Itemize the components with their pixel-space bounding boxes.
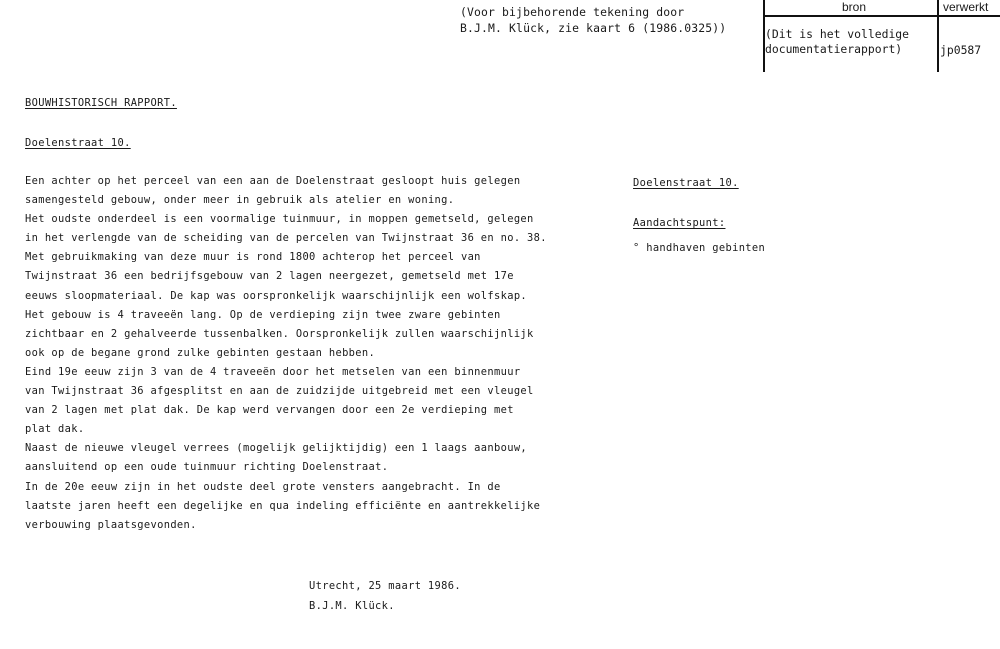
header-note-line-1: (Voor bijbehorende tekening door: [460, 5, 685, 19]
stamp-header-verwerkt: verwerkt: [943, 0, 989, 14]
body-line: ook op de begane grond zulke gebinten gestaan hebben.: [25, 346, 376, 359]
signature-block: [309, 577, 461, 616]
attention-label: Aandachtspunt:: [633, 217, 726, 229]
sidebar-address: Doelenstraat 10.: [633, 177, 739, 189]
body-line: verbouwing plaatsgevonden.: [25, 518, 197, 531]
stamp-verwerkt-value: jp0587: [940, 43, 982, 57]
body-line: Naast de nieuwe vleugel verrees (mogelijk gelijktijdig) een 1 laags aanbouw,: [25, 442, 528, 455]
header-note: [460, 4, 726, 36]
stamp-bron-line-2: documentatierapport): [765, 42, 903, 56]
attention-item: ° handhaven gebinten: [633, 242, 766, 254]
body-line: samengesteld gebouw, onder meer in gebruik als atelier en woning.: [25, 194, 455, 207]
body-line: eeuws sloopmateriaal. De kap was oorspronkelijk waarschijnlijk een wolfskap.: [25, 289, 528, 302]
body-line: Het gebouw is 4 traveeën lang. Op de verdieping zijn twee zware gebinten: [25, 308, 501, 321]
body-line: in het verlengde van de scheiding van de percelen van Twijnstraat 36 en no. 38.: [25, 232, 547, 245]
body-line: zichtbaar en 2 gehalveerde tussenbalken. Oorspronkelijk zullen waarschijnlijk: [25, 327, 534, 340]
body-line: van 2 lagen met plat dak. De kap werd vervangen door een 2e verdieping met: [25, 404, 514, 417]
attention-list: [633, 241, 765, 256]
stamp-column-divider: [937, 0, 939, 72]
archive-stamp-table: [763, 0, 1000, 72]
stamp-header-bron: bron: [842, 0, 867, 14]
body-line: In de 20e eeuw zijn in het oudste deel grote vensters aangebracht. In de: [25, 480, 501, 493]
body-line: Eind 19e eeuw zijn 3 van de 4 traveeën door het metselen van een binnenmuur: [25, 365, 521, 378]
signature-place-date: Utrecht, 25 maart 1986.: [309, 580, 461, 592]
stamp-bron-line-1: (Dit is het volledige: [765, 27, 910, 41]
report-title: BOUWHISTORISCH RAPPORT.: [25, 97, 177, 109]
address-heading: Doelenstraat 10.: [25, 137, 131, 149]
stamp-header-divider: [763, 15, 1000, 17]
body-line: van Twijnstraat 36 afgesplitst en aan de zuidzijde uitgebreid met een vleugel: [25, 385, 534, 398]
report-body: [25, 172, 547, 535]
stamp-bron-cell: [765, 27, 909, 57]
body-line: Twijnstraat 36 een bedrijfsgebouw van 2 lagen neergezet, gemetseld met 17e: [25, 270, 514, 283]
body-line: Een achter op het perceel van een aan de Doelenstraat gesloopt huis gelegen: [25, 175, 521, 187]
header-note-line-2: B.J.M. Klück, zie kaart 6 (1986.0325)): [460, 21, 727, 35]
body-line: Het oudste onderdeel is een voormalige tuinmuur, in moppen gemetseld, gelegen: [25, 213, 534, 226]
body-line: Met gebruikmaking van deze muur is rond 1800 achterop het perceel van: [25, 251, 481, 264]
body-line: laatste jaren heeft een degelijke en qua indeling efficiënte en aantrekkelijke: [25, 499, 541, 512]
signature-author: B.J.M. Klück.: [309, 599, 395, 612]
body-line: plat dak.: [25, 423, 85, 436]
body-line: aansluitend op een oude tuinmuur richting Doelenstraat.: [25, 461, 389, 474]
